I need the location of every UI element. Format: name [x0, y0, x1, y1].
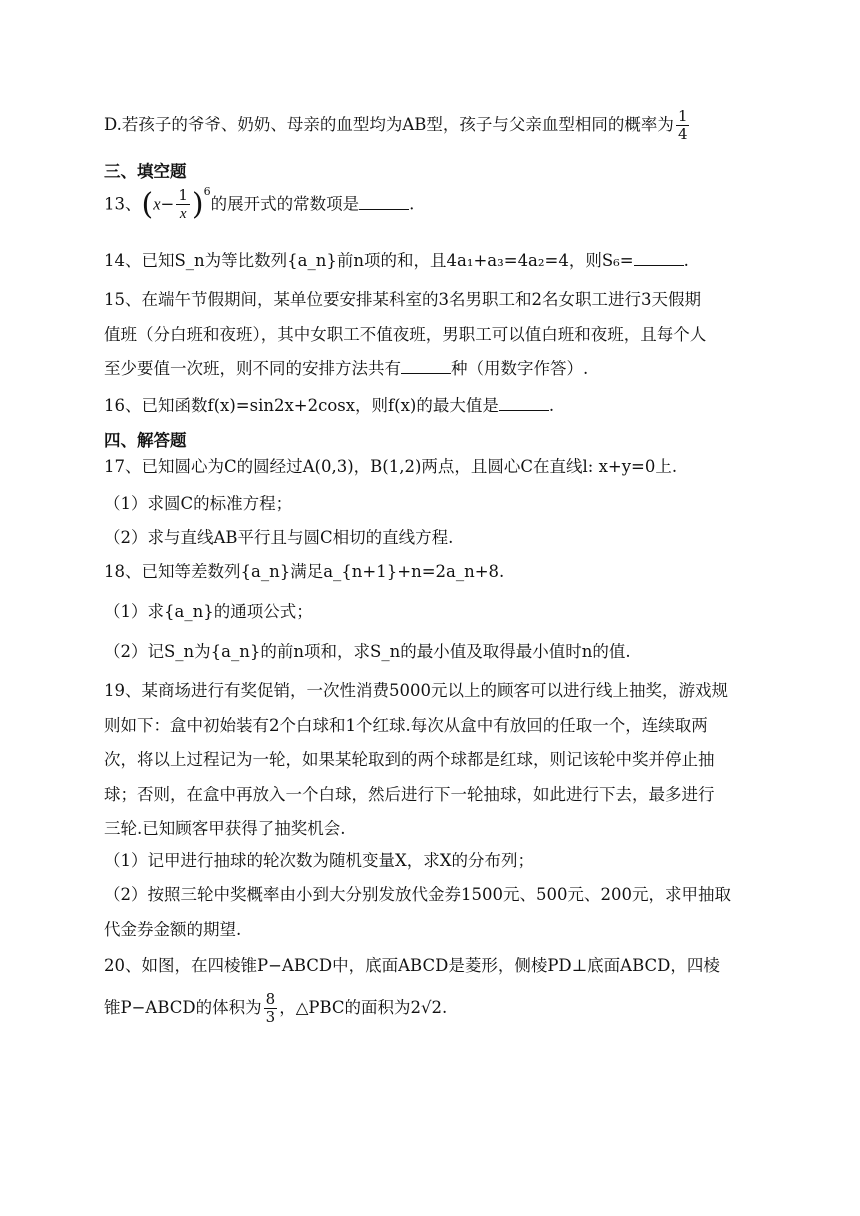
question-17-stem: 17、已知圆心为C的圆经过A(0,3)，B(1,2)两点，且圆心C在直线l: x+y=0上.	[104, 457, 678, 476]
question-20-line-1: 20、如图，在四棱锥P−ABCD中，底面ABCD是菱形，侧棱PD⊥底面ABCD，四棱	[104, 956, 720, 975]
q14-end: .	[683, 251, 689, 270]
question-15-line-2: 值班（分白班和夜班），其中女职工不值夜班，男职工可以值白班和夜班，且每个人	[104, 325, 707, 344]
fraction-one-quarter	[676, 108, 690, 143]
frac-denominator: 4	[677, 125, 688, 143]
frac-numerator: 8	[265, 990, 276, 1008]
question-14	[104, 250, 689, 272]
q13-minus: −	[160, 194, 175, 214]
q15-line3-a: 至少要值一次班，则不同的安排方法共有	[104, 359, 401, 378]
q13-tail: 的展开式的常数项是	[210, 194, 360, 214]
question-16	[104, 395, 554, 417]
option-d-text: D.若孩子的爷爷、奶奶、母亲的血型均为AB型，孩子与父亲血型相同的概率为	[104, 115, 674, 134]
question-19-line-3: 次，将以上过程记为一轮，如果某轮取到的两个球都是红球，则记该轮中奖并停止抽	[104, 750, 715, 769]
question-18-stem: 18、已知等差数列{a_n}满足a_{n+1}+n=2a_n+8.	[104, 562, 505, 581]
section-heading-solutions: 四、解答题	[104, 431, 187, 450]
question-15-line-1: 15、在端午节假期间，某单位要安排某科室的3名男职工和2名女职工进行3天假期	[104, 290, 701, 309]
q14-text: 14、已知S_n为等比数列{a_n}前n项的和，且4a₁+a₃=4a₂=4，则S₆=	[104, 251, 634, 270]
question-18-part-1: （1）求{a_n}的通项公式；	[104, 602, 313, 621]
q16-end: .	[548, 396, 555, 415]
q13-fraction	[176, 187, 190, 223]
question-19-part-1: （1）记甲进行抽球的轮次数为随机变量X，求X的分布列；	[104, 851, 534, 870]
question-19-line-4: 球；否则，在盒中再放入一个白球，然后进行下一轮抽球，如此进行下去，最多进行	[104, 785, 715, 804]
frac-denominator	[176, 205, 190, 223]
question-17-part-2: （2）求与直线AB平行且与圆C相切的直线方程.	[104, 528, 454, 547]
section-heading-fill-in: 三、填空题	[104, 162, 187, 181]
question-19-line-1: 19、某商场进行有奖促销，一次性消费5000元以上的顾客可以进行线上抽奖，游戏规	[104, 681, 728, 700]
question-19-line-5: 三轮.已知顾客甲获得了抽奖机会.	[104, 819, 346, 838]
q20-line2-a: 锥P−ABCD的体积为	[104, 998, 262, 1017]
answer-blank	[359, 195, 409, 210]
answer-blank	[401, 359, 451, 374]
question-13	[104, 180, 414, 220]
frac-denominator-var: x	[179, 206, 187, 222]
q13-power: 6	[203, 185, 211, 198]
q16-text: 16、已知函数f(x)=sin2x+2cosx，则f(x)的最大值是	[104, 396, 499, 415]
frac-denominator: 3	[265, 1008, 276, 1026]
q13-label: 13、	[104, 194, 142, 214]
question-17-part-1: （1）求圆C的标准方程；	[104, 494, 293, 513]
question-19-part-2-a: （2）按照三轮中奖概率由小到大分别发放代金券1500元、500元、200元，求甲抽取	[104, 885, 731, 904]
right-paren: )	[191, 187, 204, 222]
frac-numerator: 1	[178, 186, 188, 204]
question-15-line-3	[104, 358, 588, 380]
q13-end: .	[409, 194, 415, 214]
question-18-part-2: （2）记S_n为{a_n}的前n项和，求S_n的最小值及取得最小值时n的值.	[104, 642, 631, 661]
answer-blank	[499, 396, 549, 411]
answer-blank	[634, 251, 684, 266]
question-19-line-2: 则如下：盒中初始装有2个白球和1个红球.每次从盒中有放回的任取一个，连续取两	[104, 716, 708, 735]
q15-line3-b: 种（用数字作答）.	[451, 359, 589, 378]
frac-numerator: 1	[677, 107, 688, 125]
option-d	[104, 108, 691, 143]
question-19-part-2-b: 代金券金额的期望.	[104, 920, 242, 939]
fraction-eight-thirds	[264, 991, 278, 1026]
question-20-line-2	[104, 988, 447, 1028]
q20-line2-b: ，△PBC的面积为2√2.	[279, 998, 448, 1017]
left-paren: (	[141, 187, 154, 222]
q13-x: x	[153, 194, 161, 214]
